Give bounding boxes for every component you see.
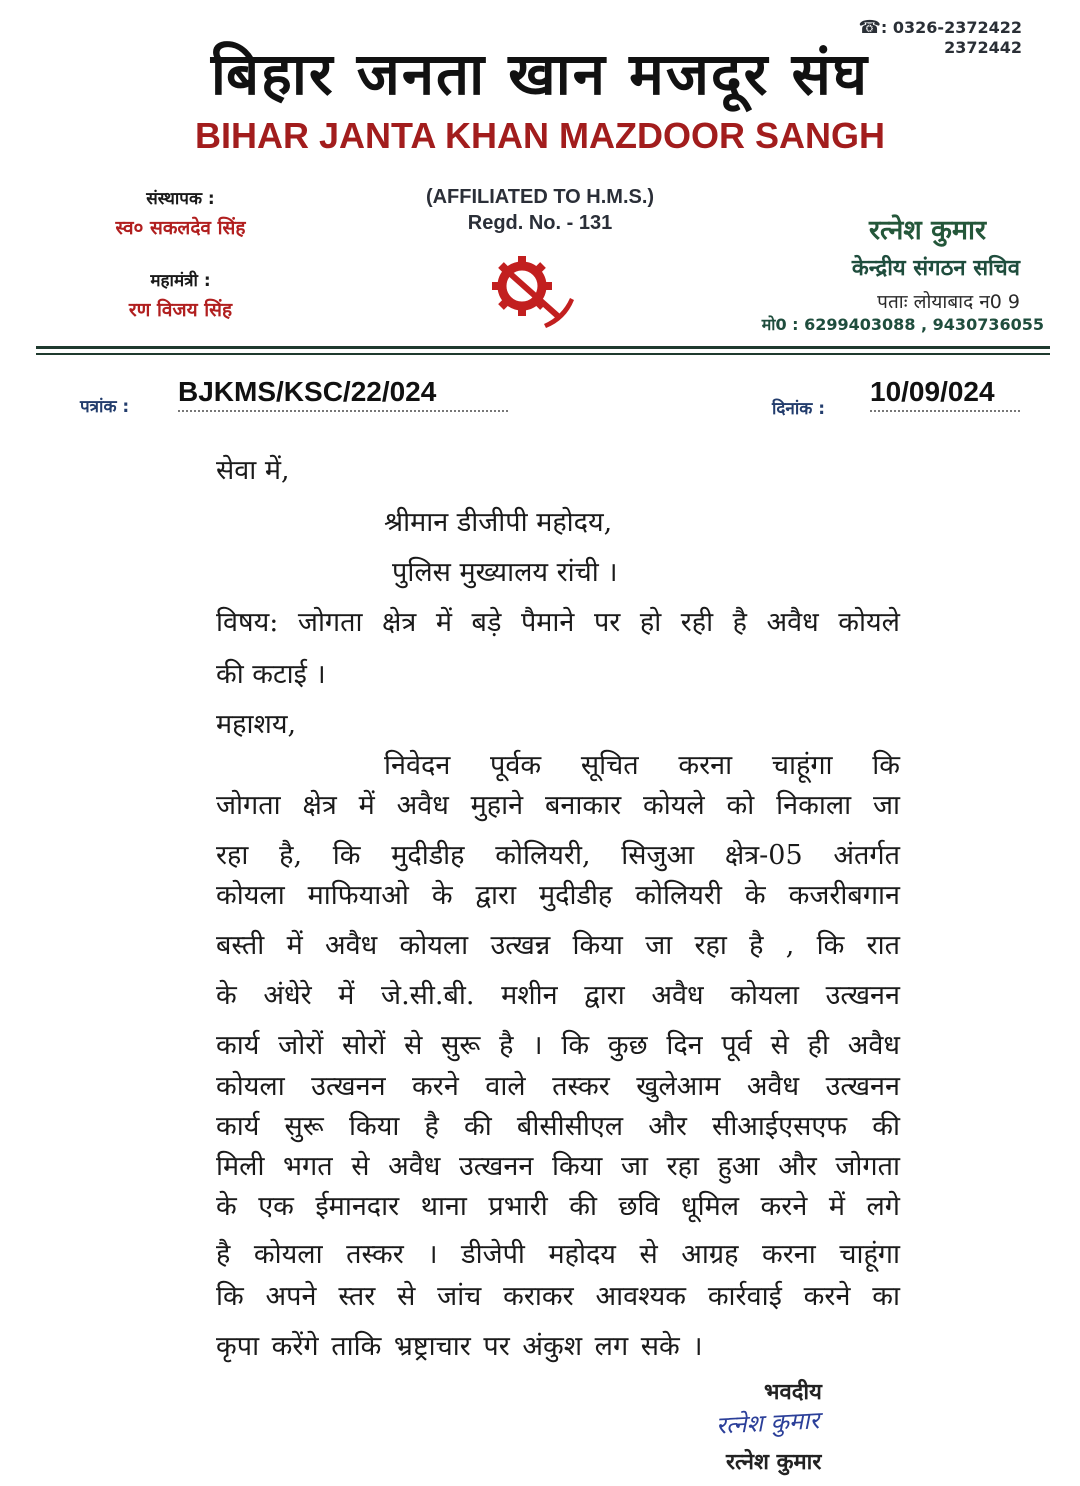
registration-number: Regd. No. - 131: [467, 212, 613, 234]
header-divider-thick: [36, 346, 1050, 349]
sender-title: केन्द्रीय संगठन सचिव: [851, 256, 1020, 281]
recipient-line-2: पुलिस मुख्यालय रांची ।: [392, 557, 618, 588]
body-line: कोयला माफियाओ के द्वारा मुदीडीह कोलियरी के कजरीबगान: [216, 880, 900, 911]
salutation-to: सेवा में,: [216, 455, 290, 486]
subject-line-1: विषय: जोगता क्षेत्र में बड़े पैमाने पर हो रही है अवैध कोयले: [216, 607, 900, 638]
recipient-line-1: श्रीमान डीजीपी महोदय,: [384, 507, 613, 538]
org-title-hindi: बिहार जनता खान मजदूर संघ: [210, 40, 870, 108]
body-line: जोगता क्षेत्र में अवैध मुहाने बनाकार कोयले को निकाला जा: [216, 790, 900, 821]
body-line: है कोयला तस्कर । डीजेपी महोदय से आग्रह करना चाहूंगा: [216, 1239, 900, 1270]
ref-number: BJKMS/KSC/22/024: [178, 376, 508, 412]
phone-line-1: ☎: 0326-2372422: [858, 17, 1022, 38]
sender-name: रत्नेश कुमार: [869, 215, 986, 246]
secretary-name: रण विजय सिंह: [128, 299, 233, 321]
body-line: कि अपने स्तर से जांच कराकर आवश्यक कार्रवाई करने का: [216, 1281, 900, 1312]
greeting: महाशय,: [216, 709, 297, 740]
closing: भवदीय: [764, 1380, 822, 1405]
header-divider-thin: [36, 353, 1050, 355]
secretary-label: महामंत्री :: [150, 271, 211, 291]
body-line: निवेदन पूर्वक सूचित करना चाहूंगा कि: [384, 750, 900, 781]
founder-name: स्व० सकलदेव सिंह: [115, 217, 246, 239]
subject-line-2: की कटाई ।: [216, 659, 326, 690]
handwritten-signature: रत्नेश कुमार: [715, 1406, 820, 1440]
org-title-english: BIHAR JANTA KHAN MAZDOOR SANGH: [195, 115, 885, 156]
date-label: दिनांक :: [772, 399, 826, 419]
body-line: बस्ती में अवैध कोयला उत्खन्न किया जा रहा है , कि रात: [216, 930, 900, 961]
body-line: के अंधेरे में जे.सी.बी. मशीन द्वारा अवैध कोयला उत्खनन: [216, 980, 900, 1011]
body-line: रहा है, कि मुदीडीह कोलियरी, सिजुआ क्षेत्र-05 अंतर्गत: [216, 840, 900, 871]
telephone-icon: ☎: [858, 17, 881, 38]
affiliation: (AFFILIATED TO H.M.S.): [425, 186, 655, 208]
gear-pickaxe-logo: [486, 250, 576, 330]
phone-line-2: 2372442: [944, 38, 1022, 57]
sender-address: पताः लोयाबाद न0 9: [877, 291, 1020, 313]
body-line: मिली भगत से अवैध उत्खनन किया जा रहा हुआ और जोगता: [216, 1151, 900, 1182]
body-line: कार्य सुरू किया है की बीसीसीएल और सीआईएसएफ की: [216, 1111, 900, 1142]
date-value: 10/09/024: [870, 376, 1020, 412]
body-line: कार्य जोरों सोरों से सुरू है । कि कुछ दिन पूर्व से ही अवैध: [216, 1030, 900, 1061]
body-line: कृपा करेंगे ताकि भ्रष्ट्राचार पर अंकुश लग सके ।: [216, 1331, 703, 1362]
body-line: के एक ईमानदार थाना प्रभारी की छवि धूमिल करने में लगे: [216, 1191, 900, 1222]
signature-name: रत्नेश कुमार: [726, 1450, 822, 1475]
founder-label: संस्थापक :: [146, 189, 215, 209]
body-line: कोयला उत्खनन करने वाले तस्कर खुलेआम अवैध उत्खनन: [216, 1071, 900, 1102]
sender-mobile: मो0 : 6299403088 , 9430736055: [761, 315, 1044, 334]
ref-label: पत्रांक :: [80, 397, 130, 417]
